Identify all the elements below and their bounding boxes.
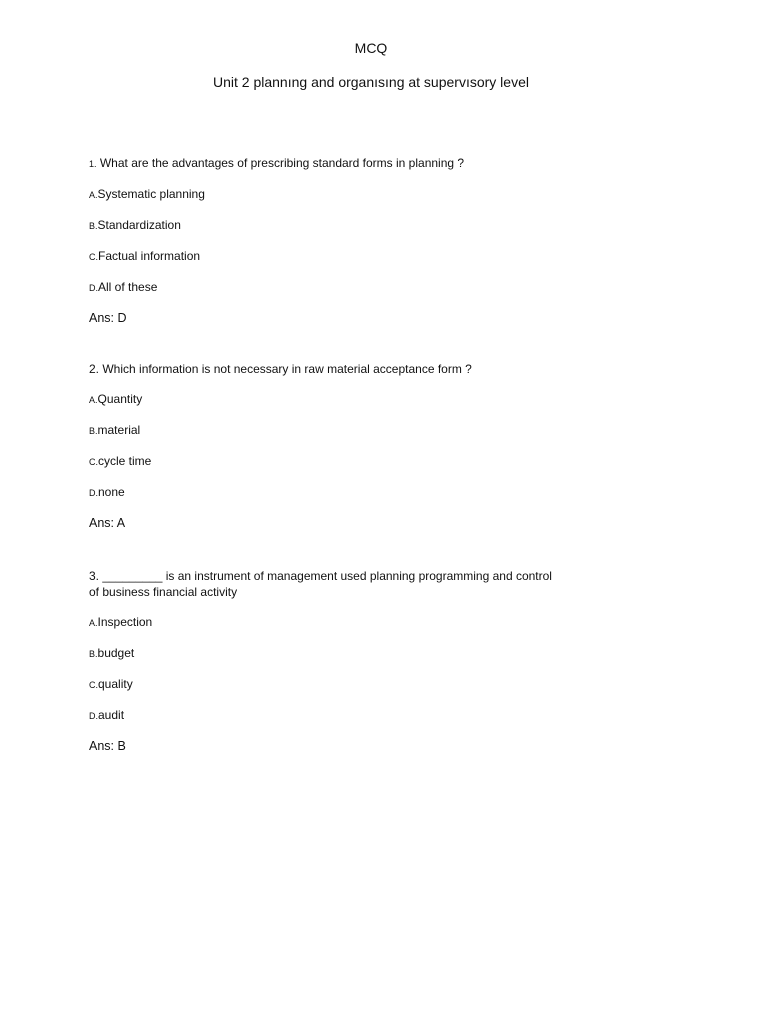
option-b <box>89 422 559 439</box>
option-a <box>89 614 559 631</box>
option-letter: D. <box>89 711 98 721</box>
page-title: MCQ <box>354 40 388 56</box>
option-letter: C. <box>89 680 98 690</box>
option-text: Inspection <box>97 615 153 629</box>
option-letter: D. <box>89 283 98 293</box>
answer-text: Ans: A <box>89 516 126 530</box>
question-text <box>89 568 559 600</box>
answer-text: Ans: B <box>89 739 126 753</box>
option-letter: C. <box>89 252 98 262</box>
option-text: Quantity <box>97 392 143 406</box>
option-b <box>89 217 559 234</box>
option-d <box>89 279 559 296</box>
option-letter: B. <box>89 649 98 659</box>
option-text: Factual information <box>98 249 201 263</box>
option-b <box>89 645 559 662</box>
option-text: All of these <box>98 280 158 294</box>
option-letter: B. <box>89 221 98 231</box>
question-body: Which information is not necessary in raw material acceptance form ? <box>99 362 472 376</box>
option-text: cycle time <box>98 454 152 468</box>
option-letter: C. <box>89 457 98 467</box>
option-d <box>89 707 559 724</box>
question-number: 2. <box>89 362 100 376</box>
option-text: none <box>98 485 125 499</box>
option-text: quality <box>98 677 133 691</box>
question-body: What are the advantages of prescribing standard forms in planning ? <box>96 156 465 170</box>
page-subtitle: Unit 2 plannıng and organısıng at supervısory level <box>213 74 529 90</box>
option-text: audit <box>98 708 125 722</box>
question-2 <box>89 361 559 531</box>
option-d <box>89 484 559 501</box>
option-a <box>89 391 559 408</box>
question-3 <box>89 568 559 754</box>
option-letter: B. <box>89 426 98 436</box>
option-letter: A. <box>89 618 98 628</box>
answer-text: Ans: D <box>89 311 127 325</box>
option-c <box>89 248 559 265</box>
option-c <box>89 676 559 693</box>
option-text: material <box>97 423 141 437</box>
option-c <box>89 453 559 470</box>
option-letter: A. <box>89 395 98 405</box>
option-text: Standardization <box>97 218 181 232</box>
option-letter: D. <box>89 488 98 498</box>
question-1 <box>89 155 559 326</box>
question-body: _________ is an instrument of management used planning programming and control of business financial activity <box>89 569 552 599</box>
option-text: Systematic planning <box>97 187 205 201</box>
option-letter: A. <box>89 190 98 200</box>
question-text <box>89 155 559 172</box>
option-a <box>89 186 559 203</box>
question-text <box>89 361 559 377</box>
question-number: 3. <box>89 569 100 583</box>
option-text: budget <box>97 646 135 660</box>
question-number: 1. <box>89 159 97 169</box>
